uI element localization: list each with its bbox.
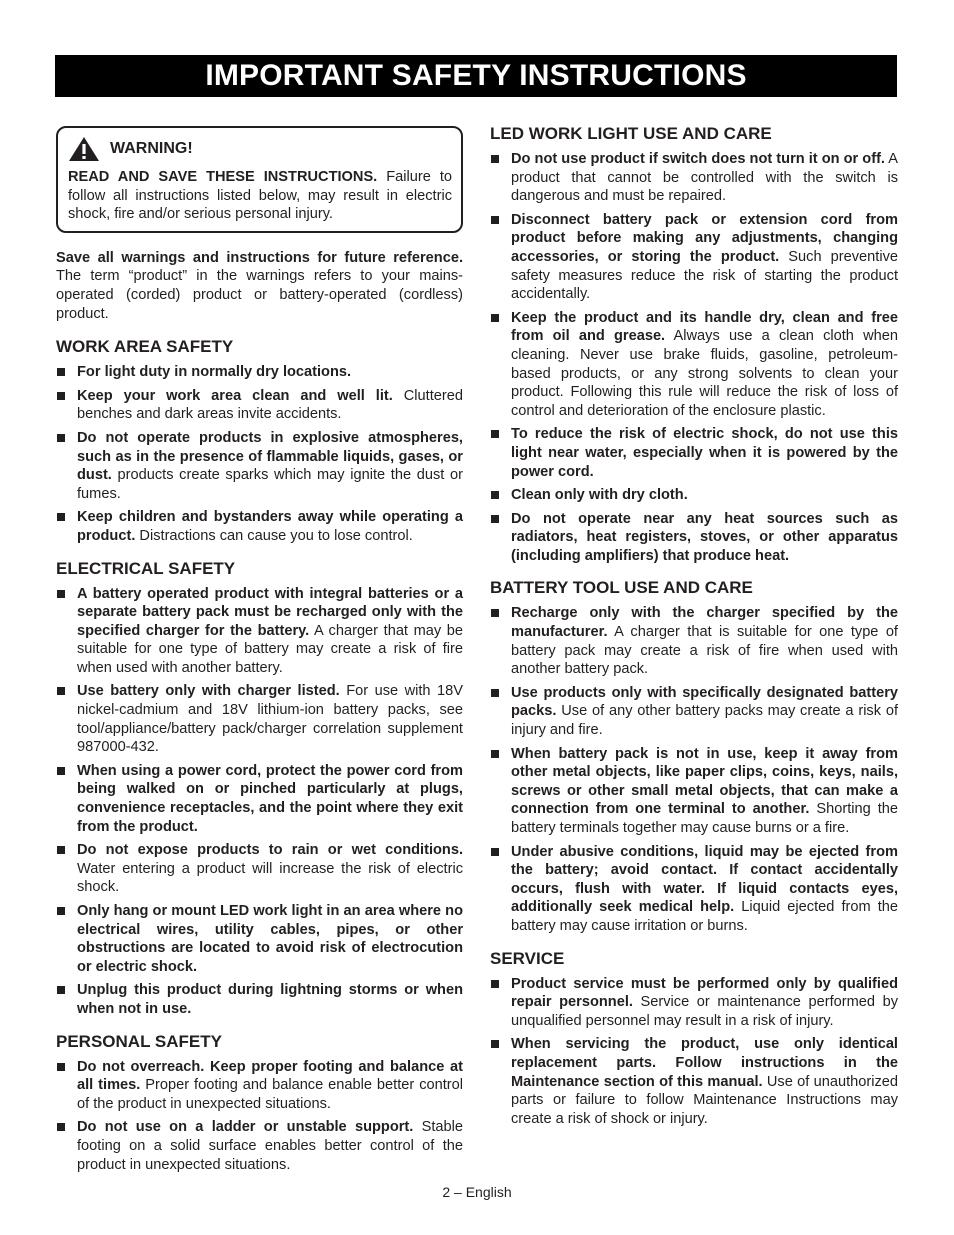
battery-list bbox=[490, 604, 898, 935]
led-list bbox=[490, 150, 898, 565]
section-heading-led: LED WORK LIGHT USE AND CARE bbox=[490, 124, 772, 143]
list-item: Clean only with dry cloth. bbox=[490, 486, 898, 505]
list-item: A battery operated product with integral batteries or a separate battery pack must be recharged only with the specified charger for the battery. A charger that may be suitable for one type of battery may create a risk of fire when used with another battery. bbox=[56, 585, 463, 678]
list-item: For light duty in normally dry locations. bbox=[56, 363, 463, 382]
list-item: Do not overreach. Keep proper footing and balance at all times. Proper footing and balance enable better control of the product in unexpected situations. bbox=[56, 1058, 463, 1114]
list-item: When battery pack is not in use, keep it away from other metal objects, like paper clips, coins, keys, nails, screws or other small metal objects, that can make a connection from one terminal to another. Shorting the battery terminals together may cause burns or a fire. bbox=[490, 745, 898, 838]
left-column bbox=[56, 124, 463, 1187]
right-column bbox=[490, 124, 898, 1141]
warning-box bbox=[56, 126, 463, 233]
list-item: Keep your work area clean and well lit. Cluttered benches and dark areas invite accidents. bbox=[56, 387, 463, 424]
work-area-list bbox=[56, 363, 463, 545]
section-heading-personal: PERSONAL SAFETY bbox=[56, 1031, 222, 1051]
list-item: Unplug this product during lightning storms or when when not in use. bbox=[56, 981, 463, 1018]
service-list bbox=[490, 975, 898, 1129]
list-item: Do not expose products to rain or wet conditions. Water entering a product will increase the risk of electric shock. bbox=[56, 841, 463, 897]
list-item: Only hang or mount LED work light in an area where no electrical wires, utility cables, pipes, or other obstructions are located to avoid risk of electrocution or electric shock. bbox=[56, 902, 463, 976]
section-heading-battery: BATTERY TOOL USE AND CARE bbox=[490, 578, 753, 598]
list-item: Do not operate products in explosive atmospheres, such as in the presence of flammable liquids, gases, or dust. products create sparks which may ignite the dust or fumes. bbox=[56, 429, 463, 503]
list-item: Recharge only with the charger specified by the manufacturer. A charger that is suitable for one type of battery pack may create a risk of fire when used with another battery pack. bbox=[490, 604, 898, 678]
warning-heading: WARNING! bbox=[110, 139, 193, 157]
list-item: When using a power cord, protect the power cord from being walked on or pinched particularly at plugs, convenience receptacles, and the point where they exit from the product. bbox=[56, 762, 463, 836]
warning-text: READ AND SAVE THESE INSTRUCTIONS. Failure to follow all instructions listed below, may result in electric shock, fire and/or serious personal injury. bbox=[68, 169, 453, 223]
list-item: Keep children and bystanders away while operating a product. Distractions can cause you to lose control. bbox=[56, 508, 463, 545]
intro-paragraph: Save all warnings and instructions for future reference. The term “product” in the warnings refers to your mains-operated (corded) product or battery-operated (cordless) product. bbox=[56, 249, 463, 322]
list-item: Do not use on a ladder or unstable support. Stable footing on a solid surface enables better control of the product in unexpected situations. bbox=[56, 1118, 463, 1174]
electrical-list bbox=[56, 585, 463, 1019]
list-item: Use products only with specifically designated battery packs. Use of any other battery packs may create a risk of injury and fire. bbox=[490, 684, 898, 740]
section-heading-electrical: ELECTRICAL SAFETY bbox=[56, 558, 236, 578]
page-footer: 2 – English bbox=[442, 1184, 512, 1200]
list-item: Keep the product and its handle dry, clean and free from oil and grease. Always use a clean cloth when cleaning. Never use brake fluids, gasoline, petroleum-based products, or any strong solvents to clean your product. Following this rule will reduce the risk of loss of control and deterioration of the enclosure plastic. bbox=[490, 309, 898, 421]
section-heading-work-area: WORK AREA SAFETY bbox=[56, 337, 234, 357]
list-item: To reduce the risk of electric shock, do not use this light near water, especially when it is powered by the power cord. bbox=[490, 425, 898, 481]
warning-triangle-icon bbox=[68, 136, 100, 162]
warning-header bbox=[68, 136, 452, 162]
list-item: When servicing the product, use only identical replacement parts. Follow instructions in the Maintenance section of this manual. Use of unauthorized parts or failure to follow Maintenance Instructions may create a risk of shock or injury. bbox=[490, 1035, 898, 1128]
list-item: Disconnect battery pack or extension cord from product before making any adjustments, changing accessories, or storing the product. Such preventive safety measures reduce the risk of starting the product accidentally. bbox=[490, 211, 898, 304]
personal-list bbox=[56, 1058, 463, 1175]
list-item: Do not operate near any heat sources such as radiators, heat registers, stoves, or other apparatus (including amplifiers) that produce heat. bbox=[490, 510, 898, 566]
list-item: Under abusive conditions, liquid may be ejected from the battery; avoid contact. If contact accidentally occurs, flush with water. If liquid contacts eyes, additionally seek medical help. Liquid ejected from the battery may cause irritation or burns. bbox=[490, 843, 898, 936]
section-heading-service: SERVICE bbox=[490, 948, 565, 968]
page-title: IMPORTANT SAFETY INSTRUCTIONS bbox=[55, 55, 897, 97]
list-item: Do not use product if switch does not turn it on or off. A product that cannot be controlled with the switch is dangerous and must be repaired. bbox=[490, 150, 898, 206]
list-item: Product service must be performed only by qualified repair personnel. Service or maintenance performed by unqualified personnel may result in a risk of injury. bbox=[490, 975, 898, 1031]
list-item: Use battery only with charger listed. For use with 18V nickel-cadmium and 18V lithium-ion battery packs, see tool/appliance/battery pack/charger correlation supplement 987000-432. bbox=[56, 682, 463, 756]
